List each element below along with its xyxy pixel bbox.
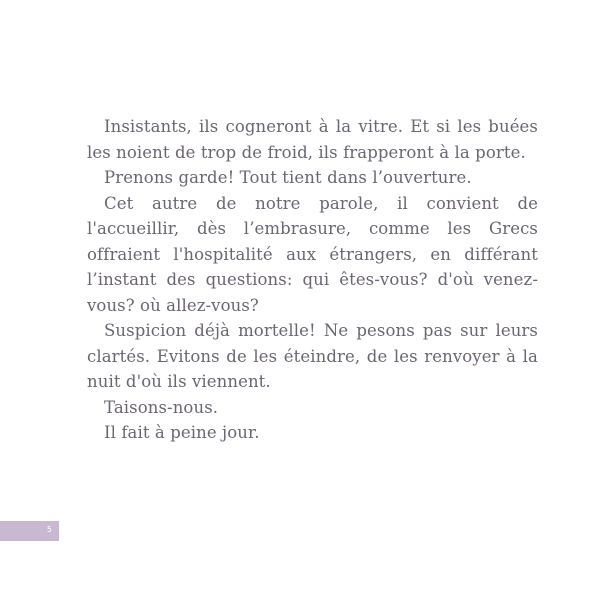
page-number: 5: [46, 525, 52, 534]
body-text: [87, 114, 538, 446]
paragraph-3: Cet autre de notre parole, il convient de l'accueillir, dès l’embrasure, comme les Grecs offraient l'hospitalité aux étrangers, en différant l’instant des questions: qui êtes-vous? d'où venez-vous? où allez-vous?: [87, 193, 538, 315]
page-number-tab: [0, 521, 59, 541]
paragraph-1: Insistants, ils cogneront à la vitre. Et si les buées les noient de trop de froid, ils frapperont à la porte.: [87, 117, 538, 162]
paragraph-6: Il fait à peine jour.: [104, 423, 260, 442]
paragraph-2: Prenons garde! Tout tient dans l’ouverture.: [104, 168, 472, 187]
paragraph-5: Taisons-nous.: [104, 397, 219, 417]
paragraph-4: Suspicion déjà mortelle! Ne pesons pas sur leurs clartés. Evitons de les éteindre, de les renvoyer à la nuit d'où ils viennent.: [87, 321, 538, 391]
